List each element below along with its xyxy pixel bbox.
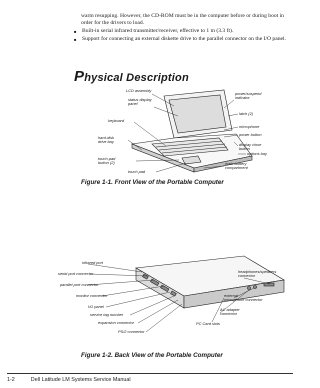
back-view-figure [58,252,294,348]
manual-title: Dell Latitude LM Systems Service Manual [30,377,131,383]
callout-service-tag: service tag number [90,312,124,317]
page-number: 1-2 [7,377,15,383]
list-item: ■ Built-in serial infrared transmitter/receiver, effective to 1 m (3.3 ft). [74,28,292,35]
callout-power-button: power button [239,132,262,137]
callout-microphone: microphone [239,124,260,129]
callout-touch-pad-button: touch-pad button (2) [98,156,116,166]
callout-pc-card: PC Card slots [196,321,220,326]
callout-hard-disk: hard-disk drive bay [98,135,115,145]
callout-lcd-assembly: LCD assembly [126,88,152,93]
list-item: ■ Support for connecting an external diskette drive to the parallel connector on the I/O panel. [74,36,292,43]
callout-external-mic: external microphone connector [224,293,263,303]
callout-ps2: PS/2 connector [118,329,145,334]
callout-infrared-port: infrared port [82,260,103,265]
callout-expansion: expansion connector [98,320,134,325]
callout-status-display: status display panel [128,97,152,107]
footer-divider [7,373,293,374]
front-view-figure [74,86,294,176]
figure1-caption: Figure 1-1. Front View of the Portable Computer [81,179,224,186]
callout-latch: latch (2) [239,111,254,116]
callout-headphones: headphones/speakers connector [238,269,277,279]
callout-monitor: monitor connector [76,293,108,298]
callout-keyboard: keyboard [108,118,125,123]
callout-power-suspend: power/suspend indicator [235,91,262,101]
callout-options-bay: options bay [247,151,267,156]
heading-rest: hysical Description [84,72,189,84]
callout-ac-adapter: AC adapter connector [220,307,240,317]
callout-touch-pad: touch pad [128,169,146,174]
callout-parallel-port: parallel port connector [60,282,99,287]
feature-list [74,28,292,44]
callout-display-close: display close button [239,142,262,152]
figure2-caption: Figure 1-2. Back View of the Portable Computer [81,352,223,359]
page-footer [7,377,131,383]
intro-paragraph: warm resupping. However, the CD-ROM must be in the computer before or during boot in order for the drivers to load. [81,13,284,26]
callout-serial-port: serial port connector [58,271,94,276]
section-heading [74,68,189,85]
callout-io-panel: I/O panel [88,304,104,309]
heading-initial: P [74,68,85,85]
callout-main-battery: main battery compartment [225,161,248,171]
